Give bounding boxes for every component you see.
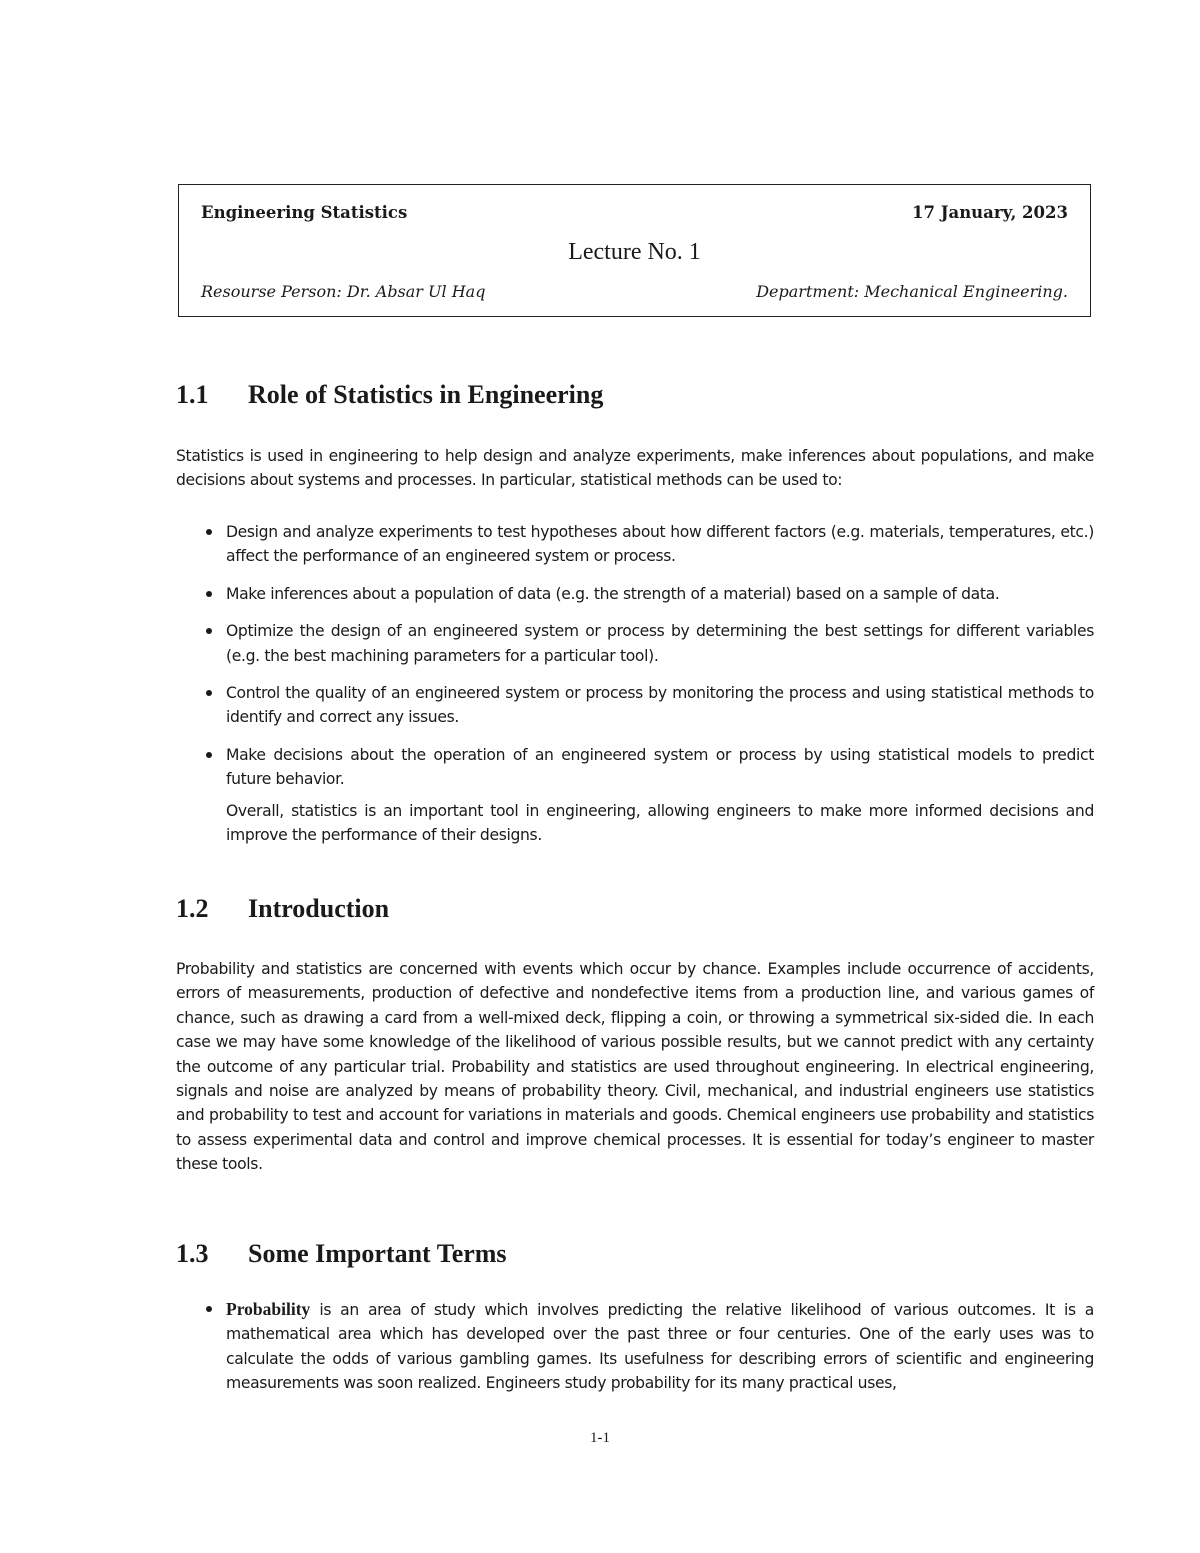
course-row (201, 203, 1068, 222)
bullet-icon (206, 628, 212, 634)
list-item (176, 520, 1094, 569)
lecture-date: 17 January, 2023 (911, 203, 1068, 222)
bullet-icon (206, 752, 212, 758)
term-definition: is an area of study which involves predicting the relative likelihood of various outcomes. It is a mathematical area which has developed over the past three or four centuries. One of the early uses was to calculate the odds of various gambling games. Its usefulness for describing errors of scientific and engineering measurements was soon realized. Engineers study probability for its many practical uses, (226, 1301, 1094, 1393)
course-name: Engineering Statistics (201, 203, 408, 222)
terms-bullet-list (176, 1297, 1094, 1409)
page-number: 1-1 (590, 1430, 610, 1446)
section-number: 1.3 (176, 1239, 209, 1268)
list-item-text: Control the quality of an engineered system or process by monitoring the process and using statistical methods to identify and correct any issues. (226, 684, 1094, 727)
bullet-icon (206, 1306, 212, 1312)
resource-person: Resourse Person: Dr. Absar Ul Haq (201, 282, 486, 301)
list-item-text: Make decisions about the operation of an engineered system or process by using statistical models to predict future behavior. (226, 745, 1094, 789)
uses-bullet-list (176, 520, 1094, 805)
section-title: Role of Statistics in Engineering (248, 380, 604, 409)
section-title: Introduction (248, 894, 390, 923)
bullet-icon (206, 591, 212, 597)
section-number: 1.2 (176, 894, 209, 923)
section-number: 1.1 (176, 380, 209, 409)
department: Department: Mechanical Engineering. (756, 282, 1068, 301)
section-title: Some Important Terms (248, 1239, 507, 1268)
list-item (176, 582, 1094, 606)
closing-paragraph: Overall, statistics is an important tool in engineering, allowing engineers to make more informed decisions and improve the performance of their designs. (226, 802, 1094, 845)
list-item (176, 1297, 1094, 1396)
list-item-text: Design and analyze experiments to test hypotheses about how different factors (e.g. materials, temperatures, etc.) affect the performance of an engineered system or process. (226, 523, 1094, 566)
list-item-text: Optimize the design of an engineered system or process by determining the best settings for different variables (e.g. the best machining parameters for a particular tool). (226, 622, 1094, 665)
list-item-text: Make inferences about a population of data (e.g. the strength of a material) based on a sample of data. (226, 584, 1000, 603)
section-heading (176, 1239, 507, 1269)
section-heading (176, 380, 603, 410)
section-intro-paragraph: Statistics is used in engineering to help design and analyze experiments, make inferences about populations, and make decisions about systems and processes. In particular, statistical methods can be used to: (176, 447, 1094, 490)
bullet-icon (206, 690, 212, 696)
section-heading (176, 894, 389, 924)
list-item (176, 619, 1094, 668)
term-label: Probability (226, 1299, 311, 1319)
lecture-title: Lecture No. 1 (568, 239, 701, 265)
list-item (176, 743, 1094, 792)
list-item (176, 681, 1094, 730)
lecture-header-box (178, 184, 1091, 317)
bullet-icon (206, 529, 212, 535)
meta-row (201, 282, 1068, 301)
introduction-paragraph: Probability and statistics are concerned with events which occur by chance. Examples include occurrence of accidents, errors of measurements, production of defective and nondefective items from a production line, and various games of chance, such as drawing a card from a well-mixed deck, flipping a coin, or throwing a symmetrical six-sided die. In each case we may have some knowledge of the likelihood of various possible results, but we cannot predict with any certainty the outcome of any particular trial. Probability and statistics are used throughout engineering. In electrical engineering, signals and noise are analyzed by means of probability theory. Civil, mechanical, and industrial engineers use statistics and probability to test and account for variations in materials and goods. Chemical engineers use probability and statistics to assess experimental data and control and improve chemical processes. It is essential for today’s engineer to master these tools. (176, 960, 1094, 1174)
